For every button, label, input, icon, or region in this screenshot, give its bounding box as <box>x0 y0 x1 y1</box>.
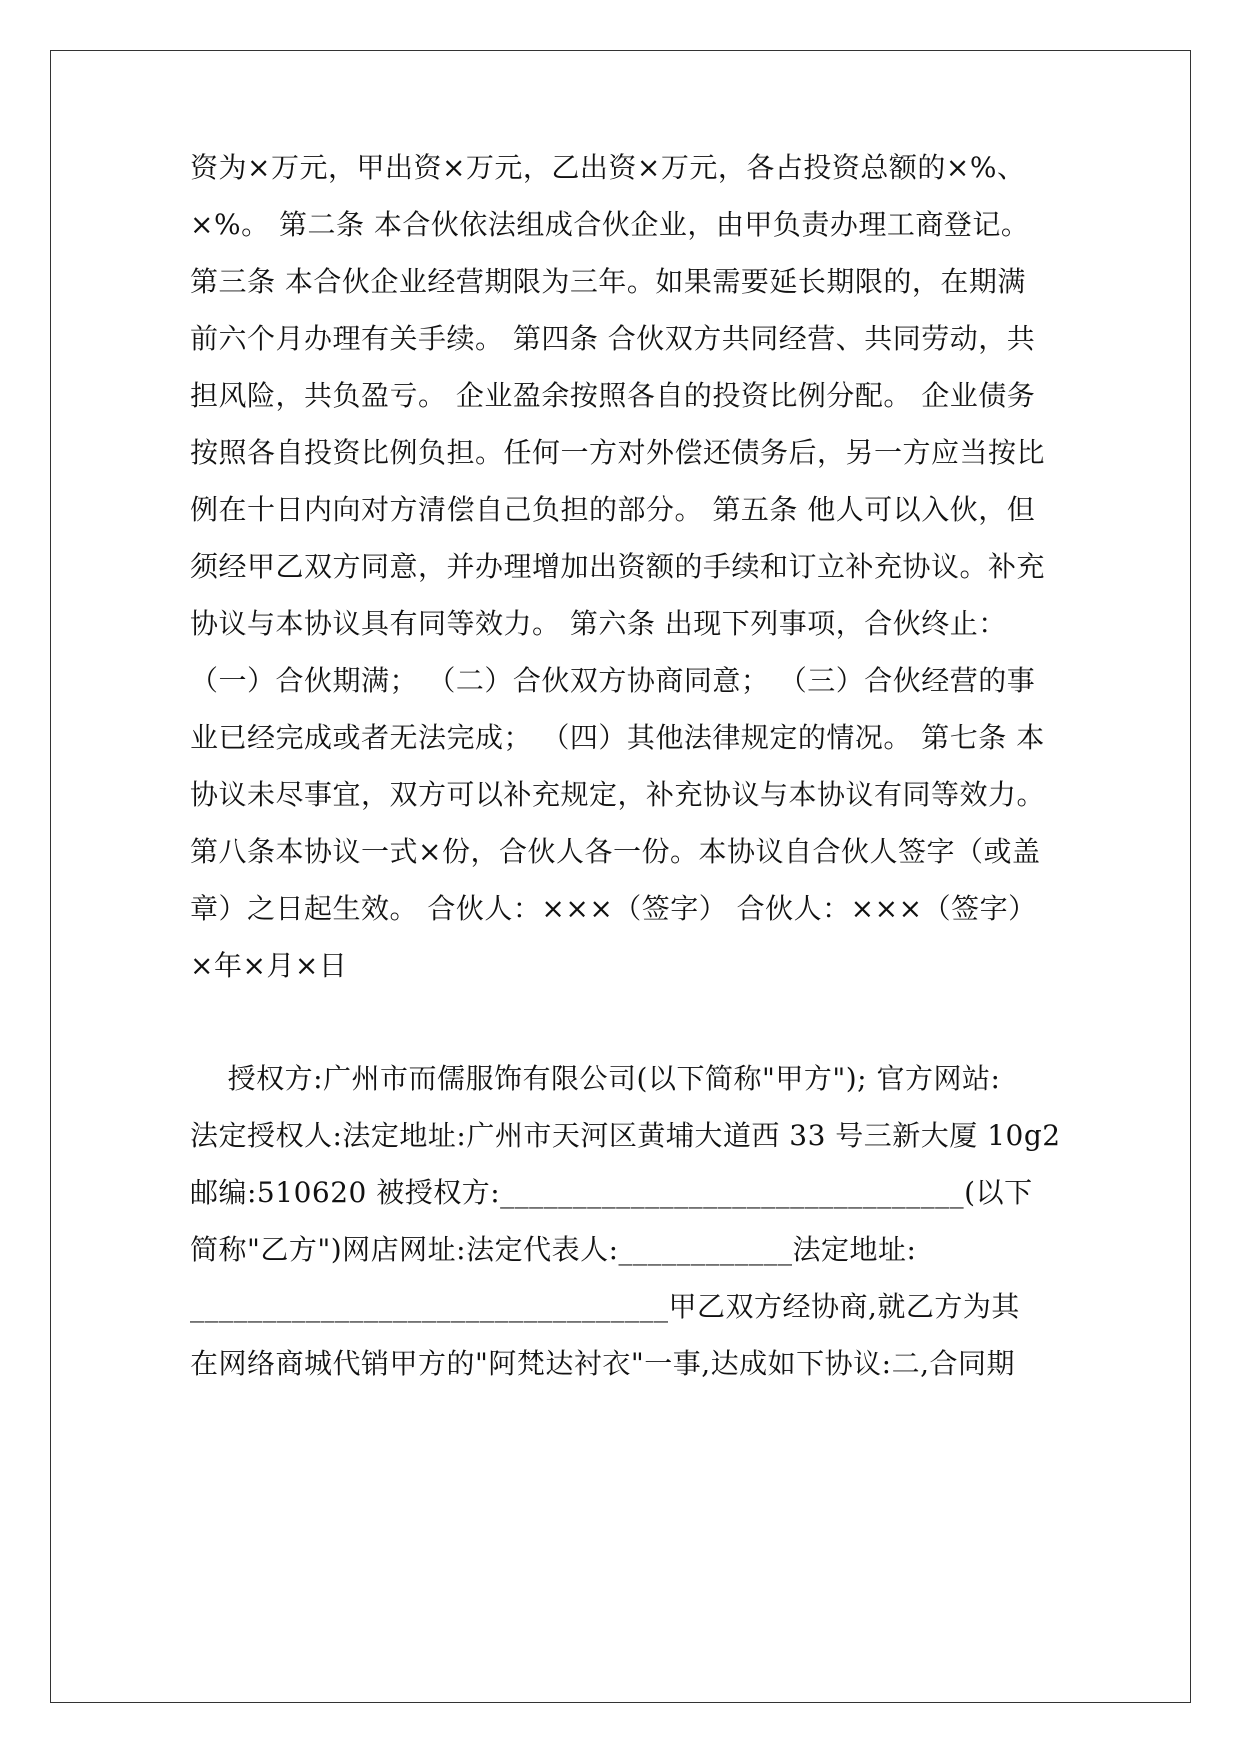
text-line-3: 第三条 本合伙企业经营期限为三年。如果需要延长期限的，在期满 <box>190 265 1026 298</box>
text-line-13: 第八条本协议一式×份，合伙人各一份。本协议自合伙人签字（或盖 <box>190 835 1041 868</box>
text-line-12: 协议未尽事宜，双方可以补充规定，补充协议与本协议有同等效力。 <box>190 778 1046 811</box>
text-line-19: 简称"乙方")网店网址:法定代表人:____________法定地址: <box>190 1233 917 1266</box>
text-line-10: （一）合伙期满； （二）合伙双方协商同意； （三）合伙经营的事 <box>190 664 1036 697</box>
text-line-7: 例在十日内向对方清偿自己负担的部分。 第五条 他人可以入伙，但 <box>190 493 1036 526</box>
text-line-20: _________________________________甲乙双方经协商,就乙方为其 <box>190 1290 1020 1323</box>
text-line-2: ×%。 第二条 本合伙依法组成合伙企业，由甲负责办理工商登记。 <box>190 208 1030 241</box>
text-line-5: 担风险，共负盈亏。 企业盈余按照各自的投资比例分配。 企业债务 <box>190 379 1036 412</box>
text-line-11: 业已经完成或者无法完成； （四）其他法律规定的情况。 第七条 本 <box>190 721 1045 754</box>
text-line-1: 资为×万元，甲出资×万元，乙出资×万元，各占投资总额的×%、 <box>190 151 1026 184</box>
text-line-9: 协议与本协议具有同等效力。 第六条 出现下列事项，合伙终止： <box>190 607 1007 640</box>
text-line-14: 章）之日起生效。 合伙人：×××（签字） 合伙人：×××（签字） <box>190 892 1037 925</box>
text-line-16: 授权方:广州市而儒服饰有限公司(以下简称"甲方"); 官方网站: <box>190 1062 1001 1095</box>
text-line-6: 按照各自投资比例负担。任何一方对外偿还债务后，另一方应当按比 <box>190 436 1046 469</box>
text-line-21: 在网络商城代销甲方的"阿梵达衬衣"一事,达成如下协议:二,合同期 <box>190 1347 1015 1380</box>
text-line-17: 法定授权人:法定地址:广州市天河区黄埔大道西 33 号三新大厦 10g2 <box>190 1119 1061 1152</box>
text-line-4: 前六个月办理有关手续。 第四条 合伙双方共同经营、共同劳动，共 <box>190 322 1036 355</box>
text-line-15: ×年×月×日 <box>190 949 348 982</box>
text-line-18: 邮编:510620 被授权方:________________________________(以下 <box>190 1176 1033 1209</box>
text-line-8: 须经甲乙双方同意，并办理增加出资额的手续和订立补充协议。补充 <box>190 550 1046 583</box>
